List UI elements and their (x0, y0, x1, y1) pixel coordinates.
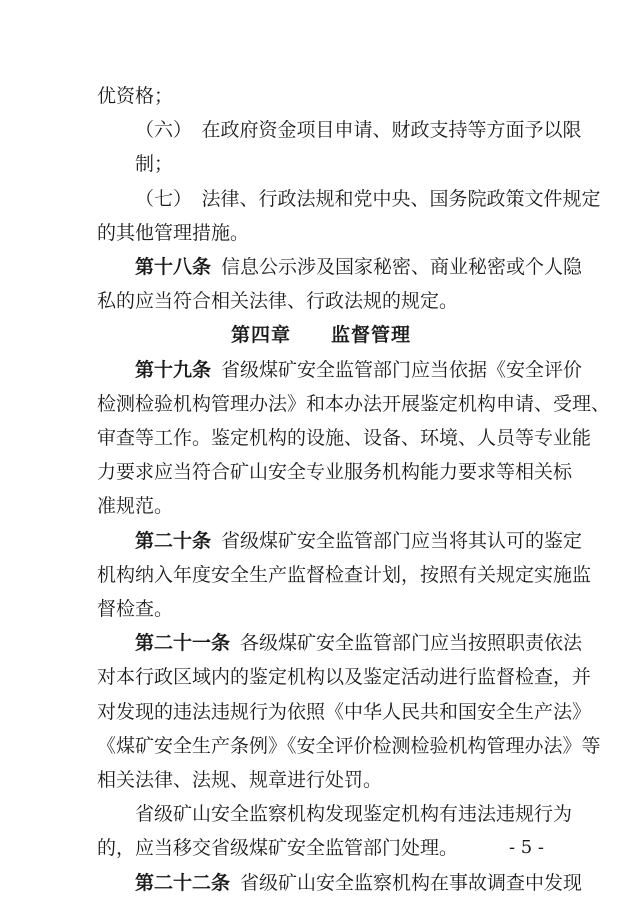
text-line: 对本行政区域内的鉴定机构以及鉴定活动进行监督检查，并 (97, 666, 592, 689)
text-line: 力要求应当符合矿山安全专业服务机构能力要求等相关标 (97, 461, 573, 484)
chapter-heading: 第四章 监督管理 (230, 324, 411, 347)
text-line: 审查等工作。鉴定机构的设施、设备、环境、人员等专业能 (97, 427, 592, 449)
text-line: （六） 在政府资金项目申请、财政支持等方面予以限 (135, 119, 582, 142)
article-21: 第二十一条 各级煤矿安全监管部门应当按照职责依法 (135, 632, 583, 655)
text-line: 机构纳入年度安全生产监督检查计划，按照有关规定实施监 (97, 563, 592, 586)
text-line: 相关法律、法规、规章进行处罚。 (97, 769, 383, 791)
article-22: 第二十二条 省级矿山安全监察机构在事故调查中发现 (135, 871, 583, 894)
text-line: 私的应当符合相关法律、行政法规的规定。 (97, 290, 459, 313)
article-number: 第十八条 (135, 256, 212, 278)
text-line: 的其他管理措施。 (97, 221, 250, 244)
article-20: 第二十条 省级煤矿安全监管部门应当将其认可的鉴定 (135, 529, 583, 552)
text-line: 对发现的违法违规行为依照《中华人民共和国安全生产法》 (97, 700, 592, 723)
article-number: 第十九条 (135, 358, 212, 381)
text-line: 《煤矿安全生产条例》《安全评价检测检验机构管理办法》等 (97, 734, 601, 757)
text-line: 督检查。 (97, 598, 174, 620)
text-line: 的，应当移交省级煤矿安全监管部门处理。 (97, 837, 459, 860)
text-line: 检测检验机构管理办法》和本办法开展鉴定机构申请、受理、 (97, 392, 611, 415)
text-line: 优资格； (97, 85, 174, 107)
article-number: 第二十一条 (135, 632, 231, 655)
text-line: （七） 法律、行政法规和党中央、国务院政策文件规定 (135, 187, 601, 210)
article-19: 第十九条 省级煤矿安全监管部门应当依据《安全评价 (135, 358, 583, 381)
text-line: 省级矿山安全监察机构发现鉴定机构有违法违规行为 (135, 803, 573, 826)
text-line: 准规范。 (97, 495, 174, 518)
text-line: 制； (135, 153, 174, 176)
page-number: - 5 - (508, 837, 544, 858)
article-number: 第二十二条 (135, 871, 231, 894)
article-18: 第十八条 信息公示涉及国家秘密、商业秘密或个人隐 (135, 256, 583, 278)
article-number: 第二十条 (135, 529, 212, 552)
